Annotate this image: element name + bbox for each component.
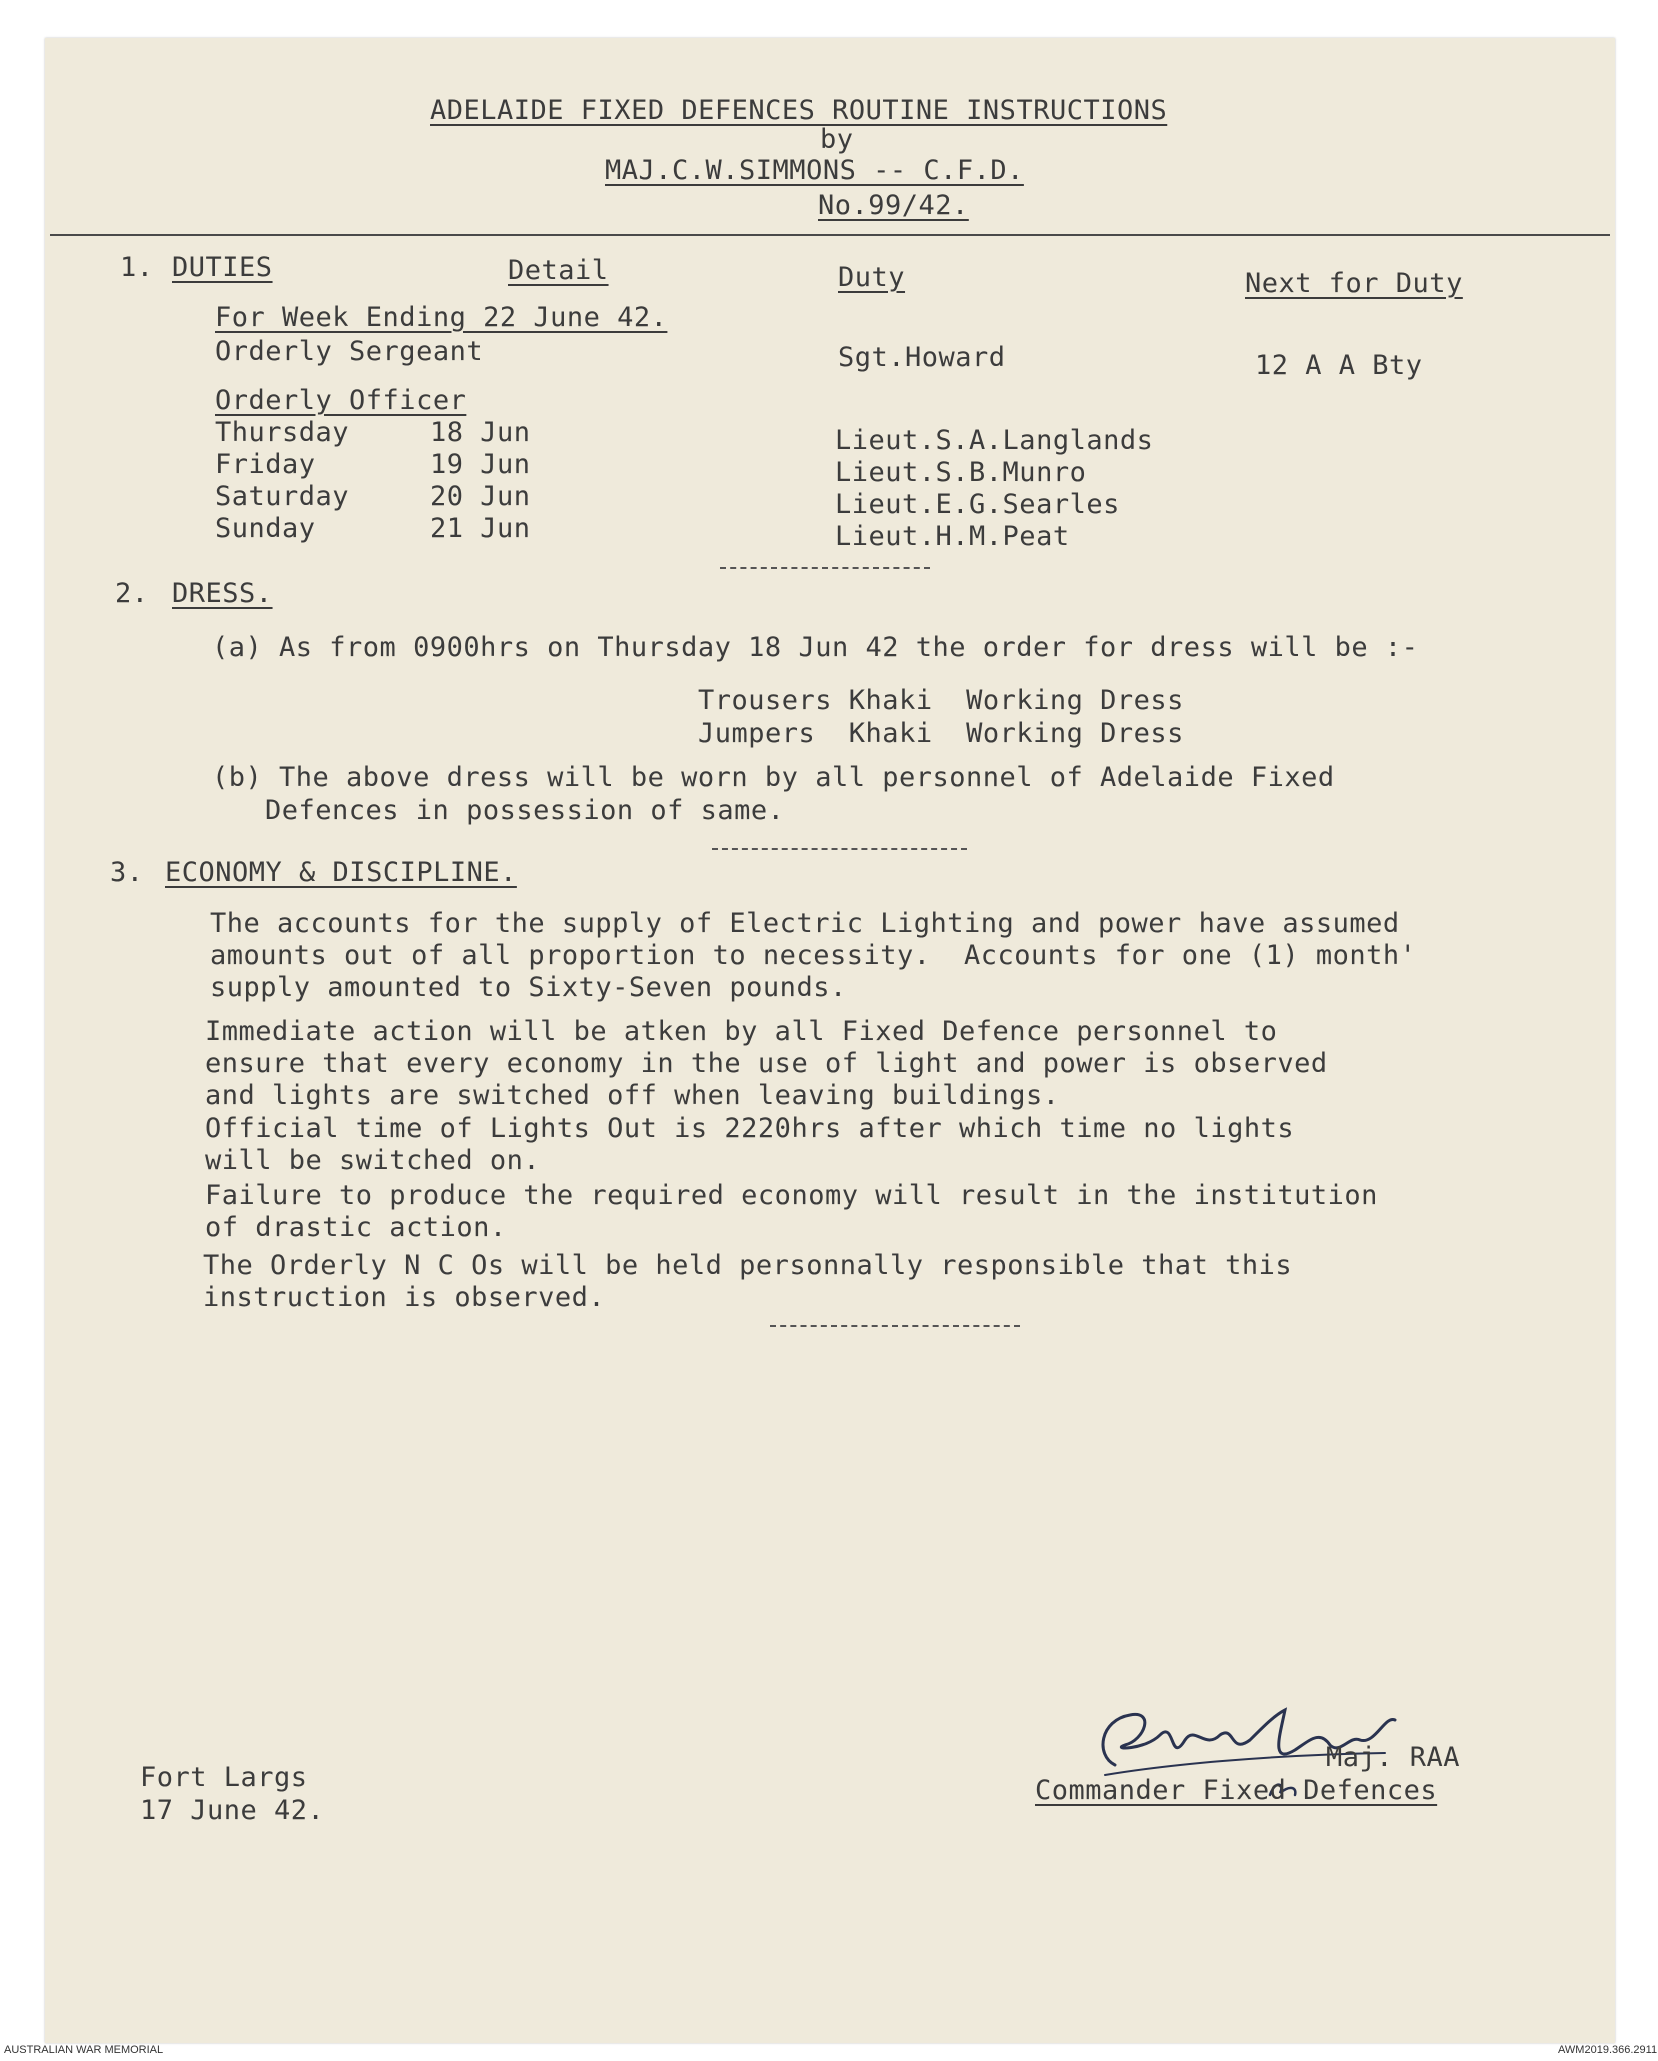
section-number-dress: 2. (115, 578, 149, 609)
economy-line: supply amounted to Sixty-Seven pounds. (210, 972, 847, 1003)
section-separator (712, 848, 967, 850)
signature-rank: Maj. RAA (1326, 1742, 1461, 1773)
signature-title: Commander Fixed Defences (1035, 1775, 1438, 1806)
economy-line: instruction is observed. (203, 1282, 606, 1313)
date-of-issue: 17 June 42. (140, 1795, 325, 1826)
section-heading-economy: ECONOMY & DISCIPLINE. (165, 857, 517, 888)
roster-date: 18 Jun (430, 417, 531, 448)
document-title: ADELAIDE FIXED DEFENCES ROUTINE INSTRUCTIONS (430, 95, 1168, 126)
footer-institution: AUSTRALIAN WAR MEMORIAL (4, 2044, 164, 2056)
roster-officer: Lieut.S.B.Munro (835, 457, 1087, 488)
economy-line: The Orderly N C Os will be held personnally responsible that this (203, 1250, 1293, 1281)
dress-item: Jumpers Khaki Working Dress (698, 718, 1184, 749)
section-heading-dress: DRESS. (172, 578, 273, 609)
section-separator (720, 567, 930, 569)
roster-date: 20 Jun (430, 481, 531, 512)
economy-line: Failure to produce the required economy will result in the institution (205, 1180, 1378, 1211)
roster-date: 19 Jun (430, 449, 531, 480)
column-header-detail: Detail (508, 255, 609, 286)
orderly-sergeant-label: Orderly Sergeant (215, 336, 484, 367)
economy-line: The accounts for the supply of Electric Lighting and power have assumed (210, 908, 1400, 939)
column-header-duty: Duty (838, 262, 906, 293)
dress-paragraph-a: (a) As from 0900hrs on Thursday 18 Jun 42 the order for dress will be :- (212, 632, 1419, 663)
economy-line: amounts out of all proportion to necessity. Accounts for one (1) month' (210, 940, 1417, 971)
place-of-issue: Fort Largs (140, 1762, 308, 1793)
orderly-officer-label: Orderly Officer (215, 385, 467, 416)
roster-day: Saturday (215, 481, 350, 512)
orderly-sergeant-name: Sgt.Howard (838, 342, 1006, 373)
section-number-economy: 3. (110, 857, 144, 888)
economy-line: ensure that every economy in the use of light and power is observed (205, 1048, 1328, 1079)
footer-accession-number: AWM2019.366.2911 (1558, 2044, 1658, 2056)
economy-line: Official time of Lights Out is 2220hrs after which time no lights (205, 1113, 1295, 1144)
header-officer: MAJ.C.W.SIMMONS -- C.F.D. (605, 155, 1024, 186)
economy-line: Immediate action will be atken by all Fixed Defence personnel to (205, 1016, 1278, 1047)
roster-day: Friday (215, 449, 316, 480)
roster-day: Thursday (215, 417, 350, 448)
instruction-number: No.99/42. (818, 190, 969, 221)
dress-paragraph-b-continued: Defences in possession of same. (265, 795, 785, 826)
orderly-sergeant-next: 12 A A Bty (1255, 350, 1423, 381)
economy-line: will be switched on. (205, 1145, 541, 1176)
section-number-duties: 1. (120, 252, 154, 283)
roster-officer: Lieut.H.M.Peat (835, 521, 1070, 552)
economy-line: and lights are switched off when leaving buildings. (205, 1080, 1060, 1111)
week-ending: For Week Ending 22 June 42. (215, 302, 668, 333)
roster-officer: Lieut.E.G.Searles (835, 489, 1120, 520)
economy-line: of drastic action. (205, 1212, 507, 1243)
header-divider (50, 234, 1610, 236)
header-by: by (820, 124, 854, 155)
roster-date: 21 Jun (430, 513, 531, 544)
dress-paragraph-b: (b) The above dress will be worn by all personnel of Adelaide Fixed (212, 762, 1335, 793)
roster-day: Sunday (215, 513, 316, 544)
roster-officer: Lieut.S.A.Langlands (835, 425, 1154, 456)
column-header-next-for-duty: Next for Duty (1245, 268, 1463, 299)
dress-item: Trousers Khaki Working Dress (698, 685, 1184, 716)
section-separator (770, 1325, 1020, 1327)
section-heading-duties: DUTIES (172, 252, 273, 283)
